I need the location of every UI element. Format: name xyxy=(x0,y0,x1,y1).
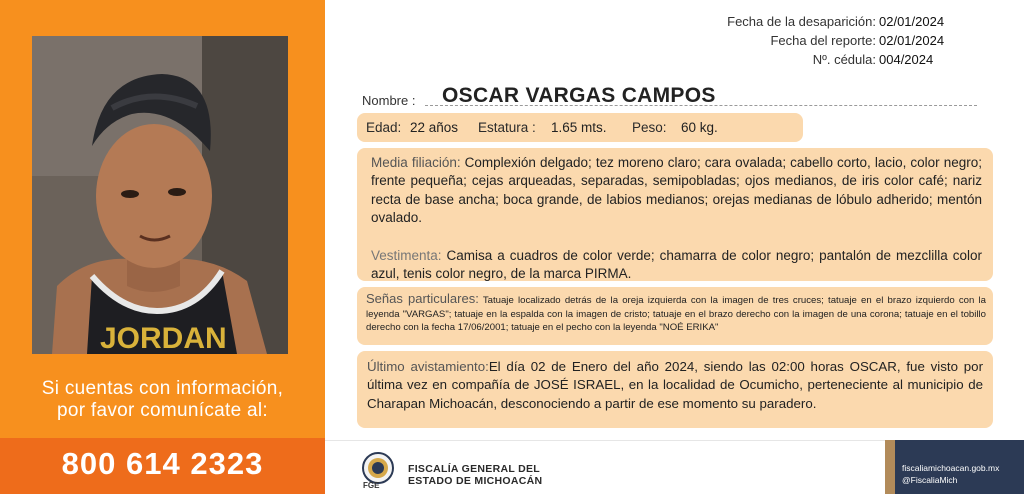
last-seen-text: El día 02 de Enero del año 2024, siendo las 02:00 horas OSCAR, fue visto por última vez en compañía de JOSÉ ISRAEL, en la localidad de Ocumicho, perteneciente al municipio de Charapan Michoacán, desconociendo a partir de ese momento su paradero. xyxy=(367,359,983,411)
disappearance-date: 02/01/2024 xyxy=(879,14,945,29)
name-label: Nombre : xyxy=(362,93,416,108)
contact-prompt xyxy=(0,378,325,422)
contact-line-2: por favor comunícate al: xyxy=(56,400,269,421)
report-date-label: Fecha del reporte: xyxy=(770,33,876,48)
last-seen xyxy=(367,358,983,413)
height-label: Estatura : xyxy=(478,120,536,135)
senas-label: Señas particulares: xyxy=(366,291,479,306)
senas-text: Tatuaje localizado detrás de la oreja izquierda con la imagen de tres cruces; tatuaje en el brazo izquierdo con la leyenda "VARGAS"; tatuaje en la espalda con la imagen de cristo; tatuaje en el brazo derecho con la imagen de una corona; tatuaje en el tobillo derecho con la fecha 17/06/2001; tatuaje en el pecho con la leyenda "NOÉ ERIKA" xyxy=(366,295,987,334)
height-value: 1.65 mts. xyxy=(551,120,607,135)
report-date: 02/01/2024 xyxy=(879,33,945,48)
media-filiacion-label: Media filiación: xyxy=(371,155,461,170)
vestimenta xyxy=(371,247,982,284)
age-value: 22 años xyxy=(410,120,459,135)
fge-line-1: FISCALÍA GENERAL DEL xyxy=(408,463,541,475)
last-seen-label: Último avistamiento: xyxy=(367,359,489,374)
weight-label: Peso: xyxy=(632,120,667,135)
distinguishing-marks xyxy=(366,292,986,335)
cedula-label: Nº. cédula: xyxy=(812,52,876,67)
missing-person-photo xyxy=(32,36,288,354)
footer-gold-accent xyxy=(885,440,895,494)
footer-divider xyxy=(325,440,885,441)
phone-number[interactable]: 800 614 2323 xyxy=(61,446,264,481)
vestimenta-label: Vestimenta: xyxy=(371,248,442,263)
fge-line-2: ESTADO DE MICHOACÁN xyxy=(408,475,543,487)
svg-text:JORDAN: JORDAN xyxy=(100,322,227,354)
disappearance-date-row xyxy=(727,12,954,31)
weight-value: 60 kg. xyxy=(681,120,718,135)
report-meta xyxy=(727,12,954,69)
age-label: Edad: xyxy=(366,120,402,135)
contact-line-1: Si cuentas con información, xyxy=(41,378,284,399)
media-filiacion xyxy=(371,154,982,227)
report-date-row xyxy=(727,31,954,50)
website-link[interactable]: fiscaliamichoacan.gob.mx xyxy=(902,463,1000,473)
fge-institution-name xyxy=(408,463,542,487)
person-name: OSCAR VARGAS CAMPOS xyxy=(442,84,716,107)
cedula-row xyxy=(727,50,954,69)
fge-acronym: FGE xyxy=(363,481,380,490)
vestimenta-text: Camisa a cuadros de color verde; chamarra de color negro; pantalón de mezclilla color azul, tenis color negro, de la marca PIRMA. xyxy=(371,248,982,282)
cedula-number: 004/2024 xyxy=(879,52,934,67)
social-handle[interactable]: @FiscaliaMich xyxy=(902,475,958,485)
disappearance-date-label: Fecha de la desaparición: xyxy=(727,14,876,29)
footer-links xyxy=(902,462,999,486)
media-filiacion-text: Complexión delgado; tez moreno claro; cara ovalada; cabello corto, lacio, color negro; frente pequeña; cejas arqueadas, separadas, semipobladas; ojos medianos, de iris color café; nariz recta de base ancha; boca grande, de labios medianos; orejas medianas de lóbulo adherido; mentón ovalado. xyxy=(371,155,982,225)
